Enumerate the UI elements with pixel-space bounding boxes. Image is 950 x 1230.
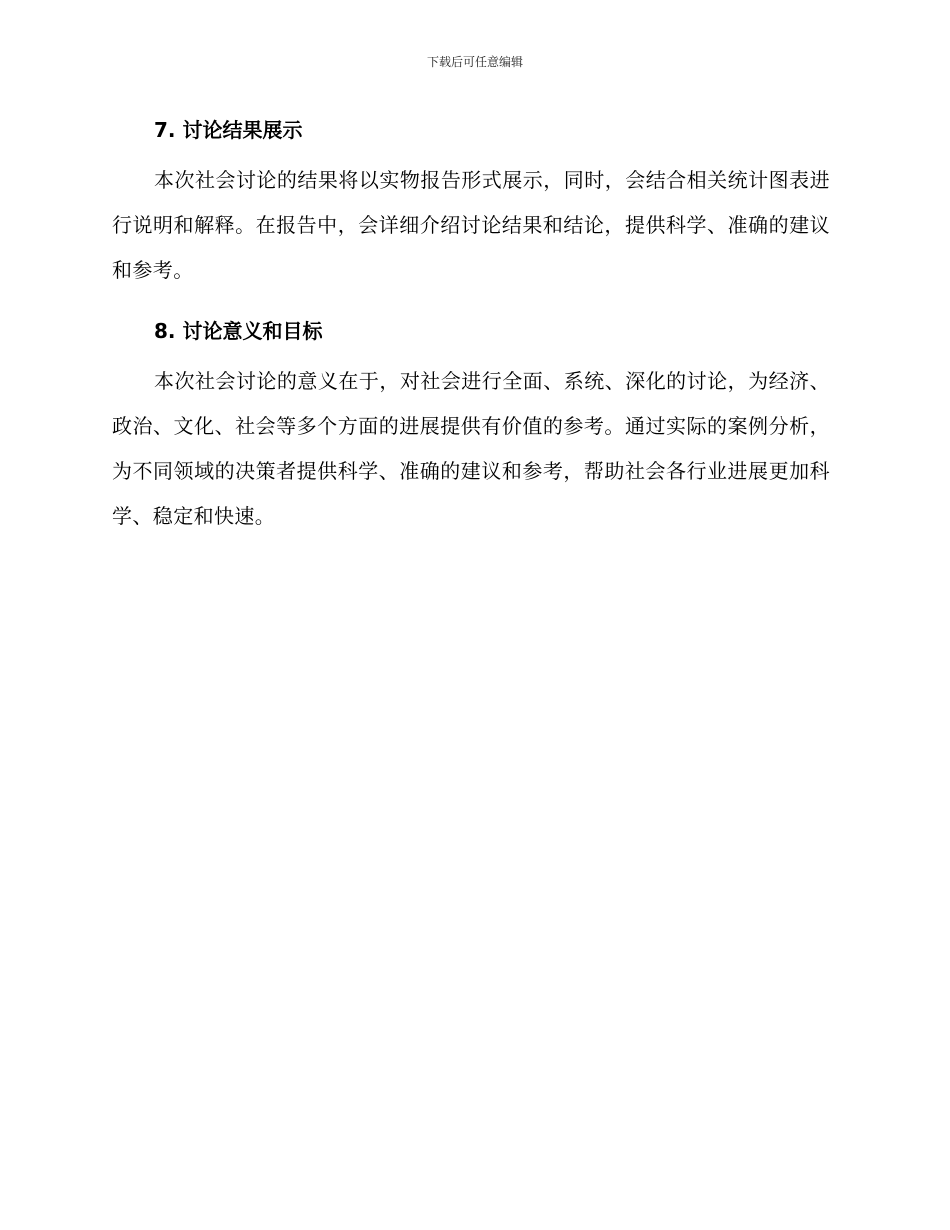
section-heading-7: 7. 讨论结果展示 — [154, 118, 303, 142]
page-header: 下载后可任意编辑 — [426, 55, 523, 69]
section-paragraph-7: 本次社会讨论的结果将以实物报告形式展示，同时，会结合相关统计图表进行说明和解释。在报告中，会详细介绍讨论结果和结论，提供科学、准确的建议和参考。 — [112, 168, 830, 282]
document-body — [112, 112, 830, 539]
section-paragraph-8: 本次社会讨论的意义在于，对社会进行全面、系统、深化的讨论，为经济、政治、文化、社会等多个方面的进展提供有价值的参考。通过实际的案例分析，为不同领域的决策者提供科学、准确的建议和参考，帮助社会各行业进展更加科学、稳定和快速。 — [112, 369, 830, 528]
section-heading-8: 8. 讨论意义和目标 — [154, 319, 323, 343]
